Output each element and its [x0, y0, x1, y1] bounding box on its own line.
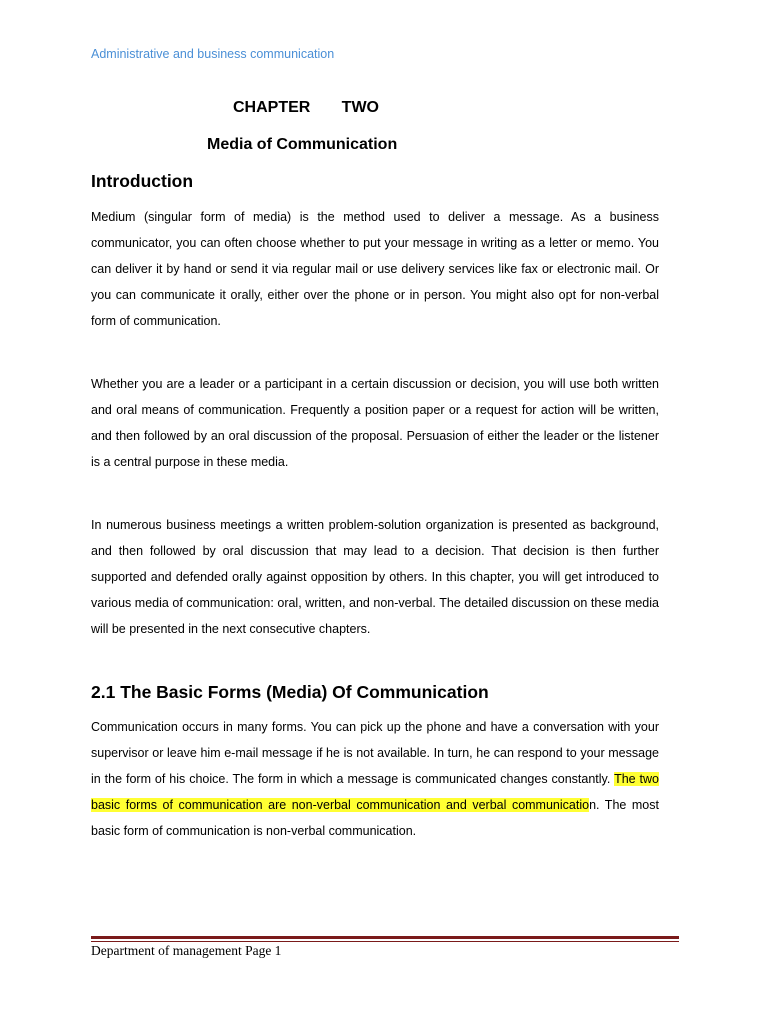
chapter-label: CHAPTER TWO — [233, 99, 379, 116]
intro-paragraph-2-text: Whether you are a leader or a participant in a certain discussion or decision, you will use both written and oral means of communication. Frequently a position paper or a request for action will be written, and then followed by an oral discussion of the proposal. Persuasion of either the leader or the listener is a central purpose in these media. — [91, 377, 659, 469]
introduction-heading: Introduction — [91, 171, 194, 191]
intro-paragraph-3-text: In numerous business meetings a written problem-solution organization is presented as background, and then followed by oral discussion that may lead to a decision. That decision is then further supported and defended orally against opposition by others. In this chapter, you will get introduced to various media of communication: oral, written, and non-verbal. The detailed discussion on these media will be presented in the next consecutive chapters. — [91, 518, 659, 636]
page-footer: Department of management Page 1 — [91, 943, 282, 958]
footer-divider-thin — [91, 941, 679, 942]
footer-divider — [91, 936, 679, 939]
intro-paragraph-1 — [91, 204, 659, 334]
section-paragraph — [91, 714, 659, 844]
intro-paragraph-1-text: Medium (singular form of media) is the method used to deliver a message. As a business communicator, you can often choose whether to put your message in writing as a letter or memo. You can deliver it by hand or send it via regular mail or use delivery services like fax or electronic mail. Or you can communicate it orally, either over the phone or in person. You might also opt for non-verbal form of communication. — [91, 210, 659, 328]
highlighted-text: The two basic forms of communication are non-verbal communication and verbal communicatio — [91, 772, 659, 812]
intro-paragraph-2 — [91, 371, 659, 475]
section-paragraph-text — [91, 714, 659, 844]
section-heading: 2.1 The Basic Forms (Media) Of Communication — [91, 682, 489, 702]
section-text-after: n. The most basic form of communication is non-verbal communication. — [91, 798, 659, 838]
section-text-before: Communication occurs in many forms. You can pick up the phone and have a conversation with your supervisor or leave him e-mail message if he is not available. In turn, he can respond to your message in the form of his choice. The form in which a message is communicated changes constantly. — [91, 720, 659, 786]
chapter-title: Media of Communication — [207, 136, 398, 153]
intro-paragraph-3 — [91, 512, 659, 642]
running-header: Administrative and business communication — [91, 47, 335, 61]
